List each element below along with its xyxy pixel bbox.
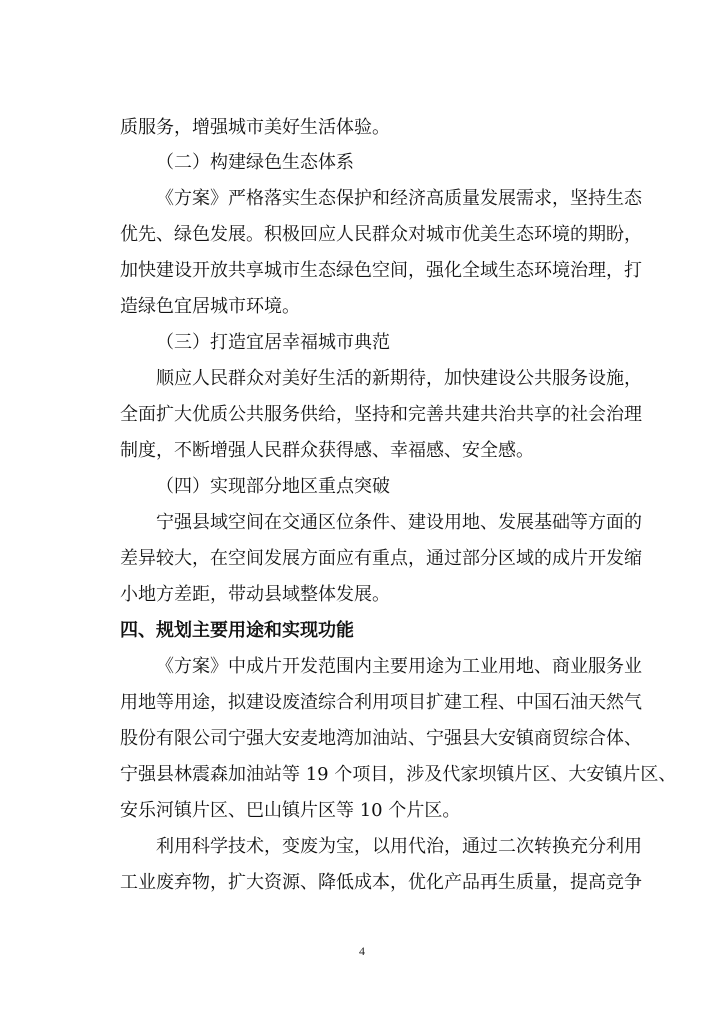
body-line: 造绿色宜居城市环境。 [120, 296, 300, 317]
body-line: 安乐河镇片区、巴山镇片区等 10 个片区。 [120, 800, 461, 821]
page-number: 4 [359, 944, 365, 958]
body-line: 优先、绿色发展。积极回应人民群众对城市优美生态环境的期盼， [120, 224, 642, 245]
section-heading: 四、规划主要用途和实现功能 [120, 620, 354, 641]
body-line: 股份有限公司宁强大安麦地湾加油站、宁强县大安镇商贸综合体、 [120, 728, 642, 749]
body-line: 工业废弃物，扩大资源、降低成本，优化产品再生质量，提高竞争 [120, 872, 642, 893]
body-line: 宁强县林震森加油站等 19 个项目，涉及代家坝镇片区、大安镇片区、 [120, 764, 677, 785]
subsection-heading: （三）打造宜居幸福城市典范 [156, 332, 390, 353]
body-line: 小地方差距，带动县域整体发展。 [120, 584, 390, 605]
body-line: 《方案》严格落实生态保护和经济高质量发展需求，坚持生态 [156, 188, 642, 209]
body-line: 加快建设开放共享城市生态绿色空间，强化全域生态环境治理，打 [120, 260, 642, 281]
body-line: 《方案》中成片开发范围内主要用途为工业用地、商业服务业 [156, 656, 642, 677]
subsection-heading: （四）实现部分地区重点突破 [156, 476, 390, 497]
body-line: 顺应人民群众对美好生活的新期待，加快建设公共服务设施， [156, 368, 642, 389]
body-line: 制度，不断增强人民群众获得感、幸福感、安全感。 [120, 440, 534, 461]
subsection-heading: （二）构建绿色生态体系 [156, 152, 354, 173]
body-line: 宁强县域空间在交通区位条件、建设用地、发展基础等方面的 [156, 512, 642, 533]
body-line: 全面扩大优质公共服务供给，坚持和完善共建共治共享的社会治理 [120, 404, 642, 425]
body-line: 利用科学技术，变废为宝，以用代治，通过二次转换充分利用 [156, 836, 642, 857]
body-line: 质服务，增强城市美好生活体验。 [120, 117, 390, 138]
body-line: 差异较大，在空间发展方面应有重点，通过部分区域的成片开发缩 [120, 548, 642, 569]
body-line: 用地等用途，拟建设废渣综合利用项目扩建工程、中国石油天然气 [120, 692, 642, 713]
